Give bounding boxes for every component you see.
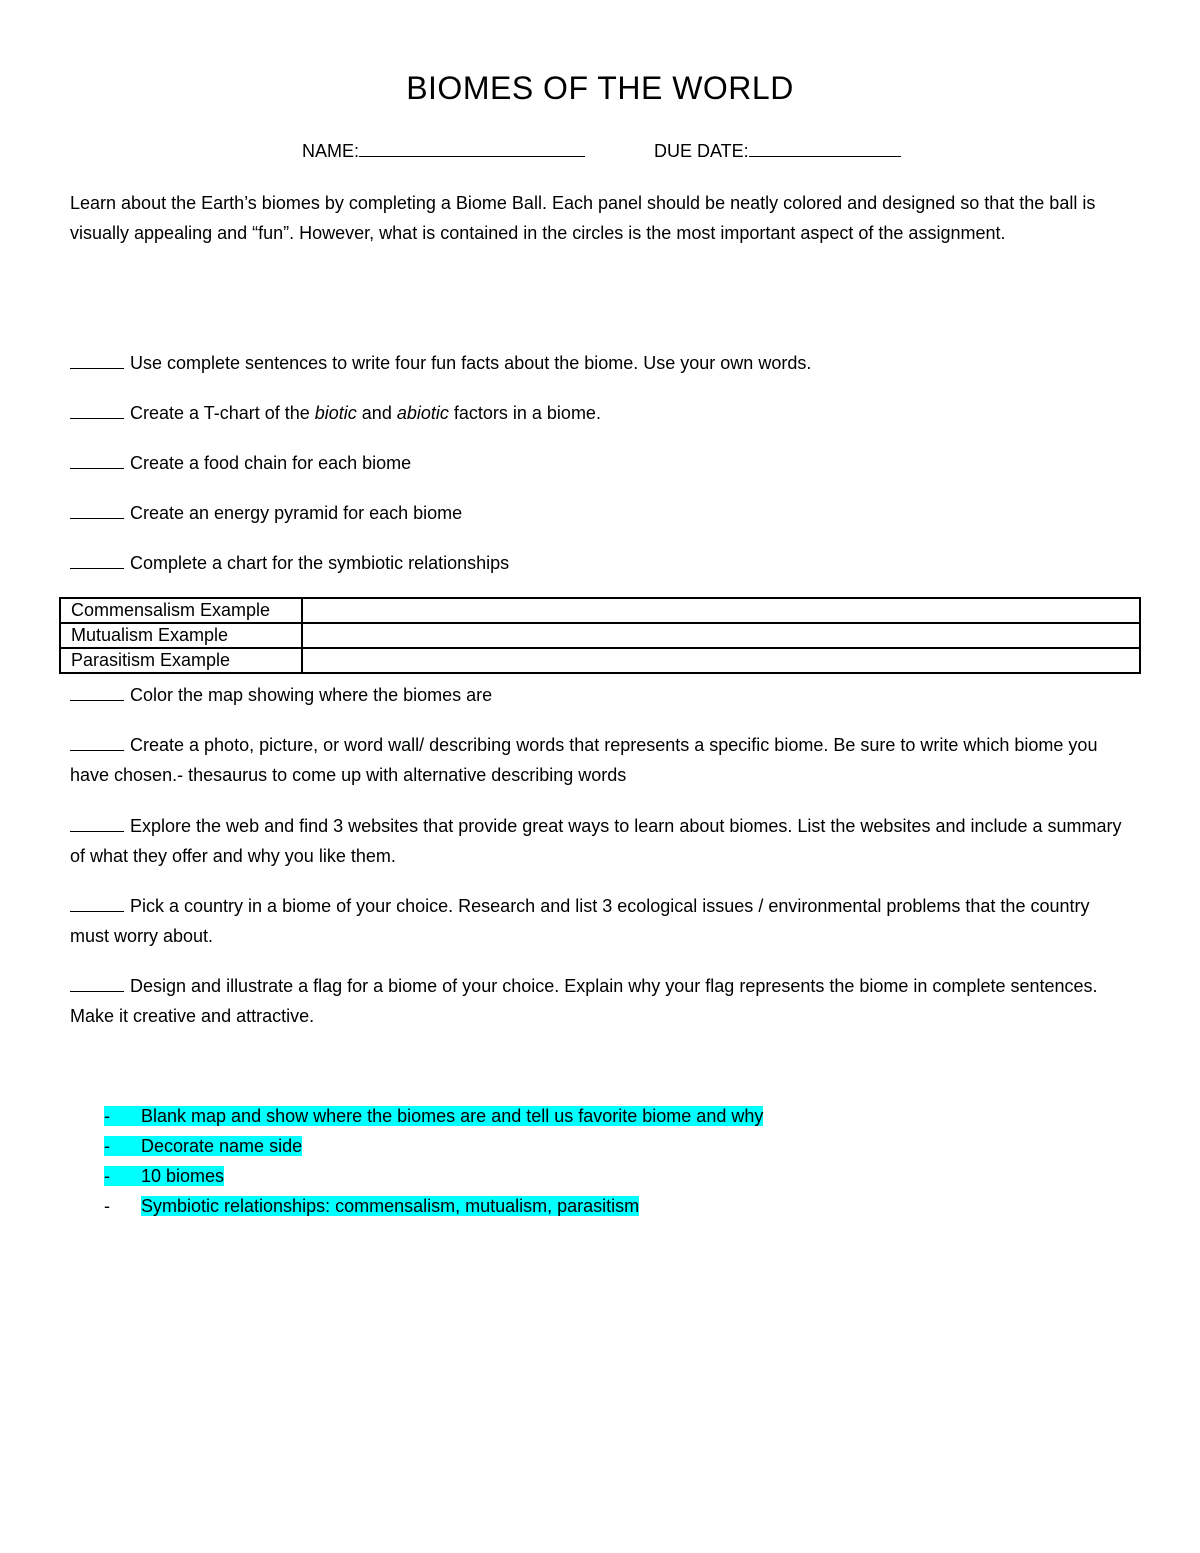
task-item xyxy=(70,448,1132,478)
task-item xyxy=(70,971,1132,1031)
table-answer-cell[interactable] xyxy=(302,598,1140,623)
checkbox-blank[interactable] xyxy=(70,552,124,569)
note-text: Decorate name side xyxy=(141,1136,303,1156)
checkbox-blank[interactable] xyxy=(70,815,124,832)
task-text: Create a food chain for each biome xyxy=(130,453,412,473)
name-field[interactable] xyxy=(302,140,585,162)
checkbox-blank[interactable] xyxy=(70,975,124,992)
checkbox-blank[interactable] xyxy=(70,734,124,751)
checkbox-blank[interactable] xyxy=(70,402,124,419)
task-item xyxy=(70,680,1132,710)
table-answer-cell[interactable] xyxy=(302,623,1140,648)
list-item xyxy=(104,1101,763,1131)
page-title: BIOMES OF THE WORLD xyxy=(406,70,794,106)
task-item xyxy=(70,891,1132,951)
name-blank-line[interactable] xyxy=(359,140,585,157)
checkbox-blank[interactable] xyxy=(70,684,124,701)
table-row-label: Parasitism Example xyxy=(60,648,302,673)
table-row xyxy=(60,598,1140,623)
note-text: Blank map and show where the biomes are and tell us favorite biome and why xyxy=(141,1106,764,1126)
list-dash: - xyxy=(104,1196,110,1216)
checkbox-blank[interactable] xyxy=(70,502,124,519)
note-text: 10 biomes xyxy=(141,1166,225,1186)
teacher-notes-list xyxy=(104,1101,763,1221)
list-dash: - xyxy=(104,1136,110,1156)
task-item xyxy=(70,730,1132,790)
task-emphasis: abiotic xyxy=(396,403,449,423)
task-item xyxy=(70,811,1132,871)
table-row-label: Mutualism Example xyxy=(60,623,302,648)
task-text: Create an energy pyramid for each biome xyxy=(130,503,463,523)
list-item xyxy=(104,1161,763,1191)
task-text: factors in a biome. xyxy=(448,403,601,423)
task-text: Explore the web and find 3 websites that provide great ways to learn about biomes. List the websites and include a summary of what they offer and why you like them. xyxy=(70,816,1122,866)
list-item xyxy=(104,1131,763,1161)
task-text: Complete a chart for the symbiotic relationships xyxy=(130,553,510,573)
checkbox-blank[interactable] xyxy=(70,452,124,469)
task-text: Design and illustrate a flag for a biome of your choice. Explain why your flag represents the biome in complete sentences. Make it creative and attractive. xyxy=(70,976,1098,1026)
name-label: NAME: xyxy=(302,141,360,161)
checkbox-blank[interactable] xyxy=(70,352,124,369)
table-row-label: Commensalism Example xyxy=(60,598,302,623)
note-text: Symbiotic relationships: commensalism, mutualism, parasitism xyxy=(141,1196,640,1216)
task-text: Color the map showing where the biomes are xyxy=(130,685,493,705)
symbiosis-table xyxy=(59,597,1141,674)
checkbox-blank[interactable] xyxy=(70,895,124,912)
due-date-field[interactable] xyxy=(654,140,901,162)
task-text: Pick a country in a biome of your choice. Research and list 3 ecological issues / environmental problems that the country must worry about. xyxy=(70,896,1090,946)
task-text: Create a T-chart of the xyxy=(130,403,315,423)
task-item xyxy=(70,498,1132,528)
task-text: and xyxy=(356,403,397,423)
task-item xyxy=(70,348,1132,378)
task-item xyxy=(70,548,1132,578)
table-row xyxy=(60,648,1140,673)
due-date-blank-line[interactable] xyxy=(749,140,901,157)
task-item xyxy=(70,398,1132,428)
task-text: Create a photo, picture, or word wall/ describing words that represents a specific biome. Be sure to write which biome you have chosen.- thesaurus to come up with alternative describing words xyxy=(70,735,1098,785)
list-dash: - xyxy=(104,1166,110,1186)
task-text: Use complete sentences to write four fun facts about the biome. Use your own words. xyxy=(130,353,812,373)
table-row xyxy=(60,623,1140,648)
list-dash: - xyxy=(104,1106,110,1126)
list-item xyxy=(104,1191,763,1221)
table-answer-cell[interactable] xyxy=(302,648,1140,673)
intro-paragraph: Learn about the Earth’s biomes by completing a Biome Ball. Each panel should be neatly colored and designed so that the ball is visually appealing and “fun”. However, what is contained in the circles is the most important aspect of the assignment. xyxy=(70,193,1096,243)
due-date-label: DUE DATE: xyxy=(654,141,749,161)
task-emphasis: biotic xyxy=(314,403,357,423)
